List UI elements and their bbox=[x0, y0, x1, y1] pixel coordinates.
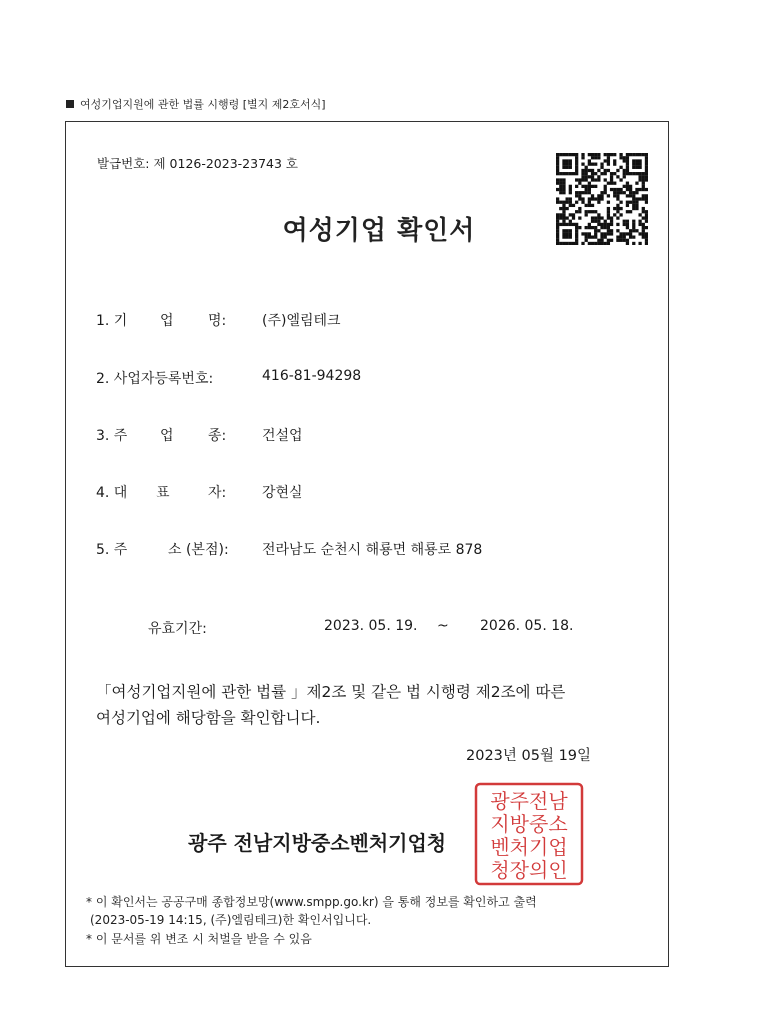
representative-value: 강현실 bbox=[262, 485, 303, 501]
label-part: 표 bbox=[156, 485, 170, 501]
seal-row-3: 벤처기업 bbox=[490, 835, 568, 859]
seal-row-2: 지방중소 bbox=[490, 812, 568, 836]
label-part: 3. 주 bbox=[96, 428, 128, 444]
validity-end: 2026. 05. 18. bbox=[480, 618, 574, 634]
label-part: 명: bbox=[208, 313, 227, 329]
document-title: 여성기업 확인서 bbox=[282, 216, 476, 246]
validity-label: 유효기간: bbox=[148, 621, 207, 637]
issue-date: 2023년 05월 19일 bbox=[466, 748, 592, 764]
confirmation-line-1: 「여성기업지원에 관한 법률 」제2조 및 같은 법 시행령 제2조에 따른 bbox=[96, 683, 566, 701]
company-name-value: (주)엘림테크 bbox=[262, 313, 341, 329]
note-line-3: * 이 문서를 위 변조 시 처벌을 받을 수 있음 bbox=[86, 932, 312, 946]
label-part: 4. 대 bbox=[96, 485, 128, 501]
biz-reg-no-label: 2. 사업자등록번호: bbox=[96, 371, 214, 387]
main-industry-label bbox=[96, 425, 226, 445]
label-part: 자: bbox=[208, 485, 227, 501]
validity-start: 2023. 05. 19. bbox=[324, 618, 418, 634]
official-seal-icon bbox=[474, 782, 584, 886]
address-label bbox=[96, 539, 229, 559]
label-part: 업 bbox=[160, 313, 174, 329]
note-line-2: (2023-05-19 14:15, (주)엘림테크)한 확인서입니다. bbox=[90, 913, 372, 927]
validity-separator: ~ bbox=[437, 618, 449, 634]
representative-label bbox=[96, 482, 226, 502]
label-part: 5. 주 bbox=[96, 542, 128, 558]
seal-row-4: 청장의인 bbox=[490, 858, 568, 882]
seal-row-1: 광주전남 bbox=[490, 789, 568, 813]
label-part: 1. 기 bbox=[96, 313, 128, 329]
address-value: 전라남도 순천시 해룡면 해룡로 878 bbox=[262, 542, 483, 558]
label-part: 업 bbox=[160, 428, 174, 444]
confirmation-line-2: 여성기업에 해당함을 확인합니다. bbox=[96, 709, 321, 727]
label-part: 종: bbox=[208, 428, 227, 444]
biz-reg-no-value: 416-81-94298 bbox=[262, 368, 362, 384]
note-line-1: * 이 확인서는 공공구매 종합정보망(www.smpp.go.kr) 을 통해 정보를 확인하고 출력 bbox=[86, 895, 537, 909]
company-name-label bbox=[96, 310, 226, 330]
main-industry-value: 건설업 bbox=[262, 428, 303, 444]
issue-number: 발급번호: 제 0126-2023-23743 호 bbox=[97, 156, 298, 171]
label-part: 소 (본점): bbox=[168, 542, 229, 558]
form-caption-text: 여성기업지원에 관한 법률 시행령 [별지 제2호서식] bbox=[80, 98, 326, 111]
square-bullet-icon bbox=[66, 100, 74, 108]
form-caption bbox=[66, 96, 326, 112]
issuer-name: 광주 전남지방중소벤처기업청 bbox=[188, 831, 447, 855]
